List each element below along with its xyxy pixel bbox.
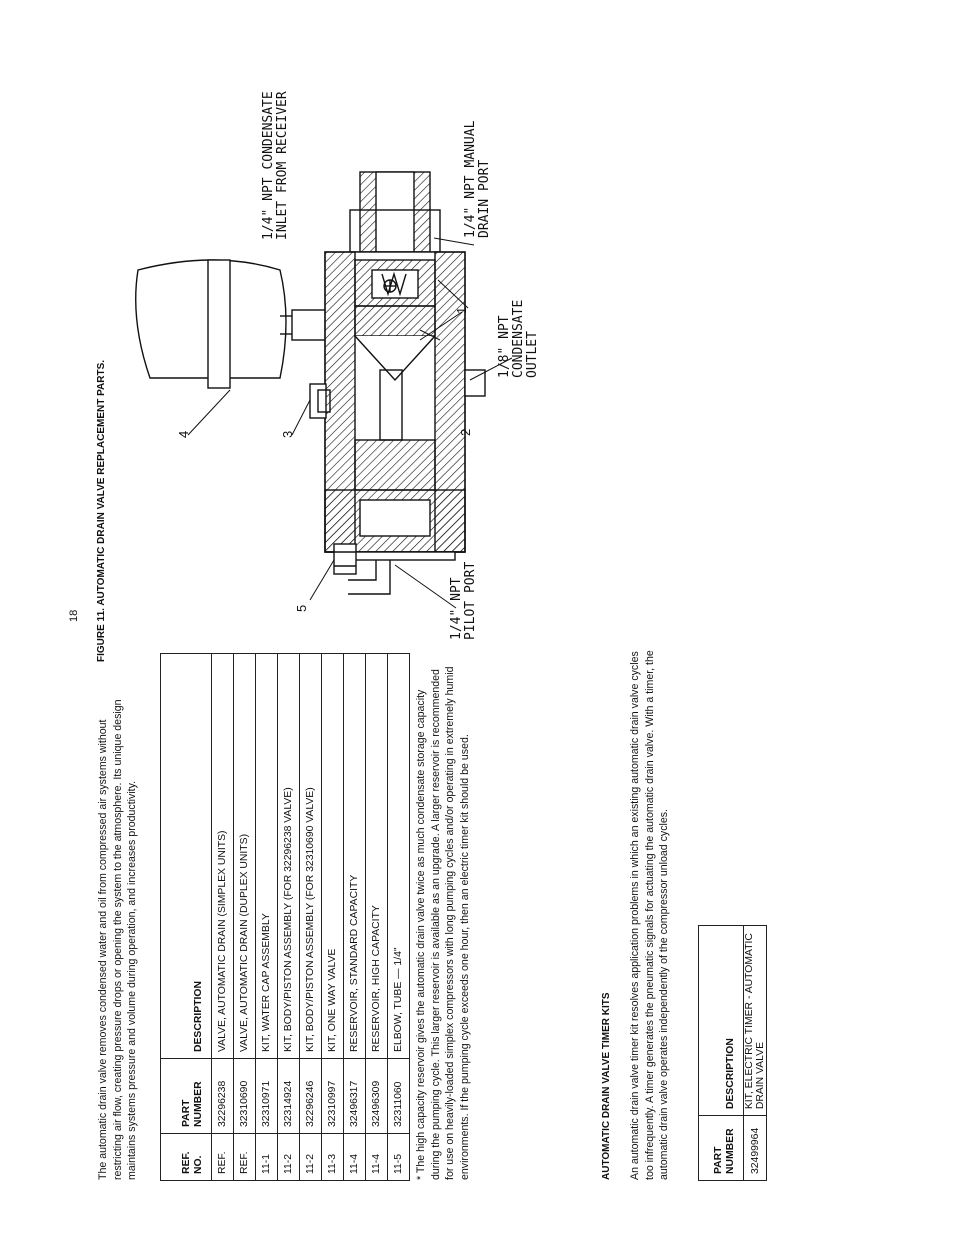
part-number-cell: 32499964 [744, 1116, 767, 1181]
part-number-cell: 32311060 [388, 1059, 410, 1134]
description-cell: KIT, BODY/PISTON ASSEMBLY (FOR 32310690 VALVE) [300, 654, 322, 1059]
intro-paragraph: The automatic drain valve removes condensed water and oil from compressed air systems without restricting air flow, creating pressure drops or opening the system to the atmosphere. Its unique design maintains systems pressure and volume during operation, and increases productivity. [97, 699, 139, 1180]
timer-section-title: AUTOMATIC DRAIN VALVE TIMER KITS [601, 992, 612, 1180]
callout-1: 1 [454, 306, 469, 314]
ref-cell: 11-1 [256, 1134, 278, 1181]
description-cell: KIT, ONE WAY VALVE [322, 654, 344, 1059]
timer-kit-table [698, 925, 767, 1181]
part-number-cell: 32296238 [212, 1059, 234, 1134]
parts-table-wrapper [160, 653, 410, 1181]
reservoir-shape [136, 260, 328, 388]
ref-cell: 11-5 [388, 1134, 410, 1181]
outlet-label-line-3: OUTLET [525, 331, 540, 378]
pilot-port-label-line-2: PILOT PORT [463, 561, 478, 640]
reservoir-footnote: * The high capacity reservoir gives the automatic drain valve twice as much condensate storage capacity during the pumping cycle. This larger reservoir is available as an upgrade. A larger reservoir is recommended for use on heavily-loaded simplex compressors with long pumping cycles and/or operating in extremely humid environments. If the pumping cycle exceeds one hour, then an electric timer kit should be used. [415, 666, 471, 1180]
table-row [212, 654, 234, 1181]
callout-4: 4 [176, 430, 191, 438]
ref-cell: 11-4 [344, 1134, 366, 1181]
timer-section-body: An automatic drain valve timer kit resolves application problems in which an existing automatic drain valve cycles too infrequently. A timer generates the pneumatic signals for actuating the automatic drain valve. With a timer, the automatic drain valve operates independently of the compressor unload cycles. [629, 650, 671, 1180]
description-cell: ELBOW, TUBE — 1/4" [388, 654, 410, 1059]
timer-table-header [699, 926, 744, 1181]
part-number-cell: 32310997 [322, 1059, 344, 1134]
description-cell: KIT, WATER CAP ASSEMBLY [256, 654, 278, 1059]
header-part-number: PART NUMBER [699, 1116, 744, 1181]
drain-valve-diagram [120, 60, 550, 640]
ref-cell: 11-4 [366, 1134, 388, 1181]
description-cell: RESERVOIR, HIGH CAPACITY [366, 654, 388, 1059]
table-row [344, 654, 366, 1181]
parts-table-header [161, 654, 212, 1181]
description-cell: VALVE, AUTOMATIC DRAIN (DUPLEX UNITS) [234, 654, 256, 1059]
part-number-cell: 32310690 [234, 1059, 256, 1134]
outlet-label-line-1: 1/8" NPT [497, 315, 512, 378]
pilot-port-label-line-1: 1/4" NPT [449, 577, 464, 640]
callout-3: 3 [280, 430, 295, 438]
table-row [300, 654, 322, 1181]
part-number-cell: 32496309 [366, 1059, 388, 1134]
table-row [256, 654, 278, 1181]
description-cell: KIT, ELECTRIC TIMER - AUTOMATIC DRAIN VALVE [744, 926, 767, 1116]
inlet-label-line-2: INLET FROM RECEIVER [275, 91, 290, 240]
parts-table [160, 653, 410, 1181]
part-number-cell: 32310971 [256, 1059, 278, 1134]
callout-2: 2 [458, 428, 473, 436]
header-description: DESCRIPTION [161, 654, 212, 1059]
valve-body [325, 252, 465, 560]
outlet-label-line-2: CONDENSATE [511, 299, 526, 378]
header-ref-no: REF. NO. [161, 1134, 212, 1181]
table-row [388, 654, 410, 1181]
table-row [278, 654, 300, 1181]
table-row [234, 654, 256, 1181]
ref-cell: 11-2 [278, 1134, 300, 1181]
ref-cell: 11-2 [300, 1134, 322, 1181]
part-number-cell: 32496317 [344, 1059, 366, 1134]
table-row [366, 654, 388, 1181]
inlet-label-line-1: 1/4" NPT CONDENSATE [261, 91, 276, 240]
ref-cell: 11-3 [322, 1134, 344, 1181]
page-number: 18 [68, 609, 80, 622]
ref-cell: REF. [234, 1134, 256, 1181]
figure-title: FIGURE 11. AUTOMATIC DRAIN VALVE REPLACEMENT PARTS. [96, 359, 107, 662]
part-number-cell: 32314924 [278, 1059, 300, 1134]
part-number-cell: 32296246 [300, 1059, 322, 1134]
table-row [322, 654, 344, 1181]
table-row [744, 926, 767, 1181]
header-part-number: PART NUMBER [161, 1059, 212, 1134]
description-cell: VALVE, AUTOMATIC DRAIN (SIMPLEX UNITS) [212, 654, 234, 1059]
ref-cell: REF. [212, 1134, 234, 1181]
callout-5: 5 [294, 604, 309, 612]
description-cell: RESERVOIR, STANDARD CAPACITY [344, 654, 366, 1059]
timer-table-wrapper [698, 925, 767, 1181]
description-cell: KIT, BODY/PISTON ASSEMBLY (FOR 32296238 VALVE) [278, 654, 300, 1059]
header-description: DESCRIPTION [699, 926, 744, 1116]
inlet-fitting [350, 172, 440, 252]
manual-drain-label-line-2: DRAIN PORT [477, 159, 492, 238]
manual-drain-label-line-1: 1/4" NPT MANUAL [463, 120, 478, 238]
